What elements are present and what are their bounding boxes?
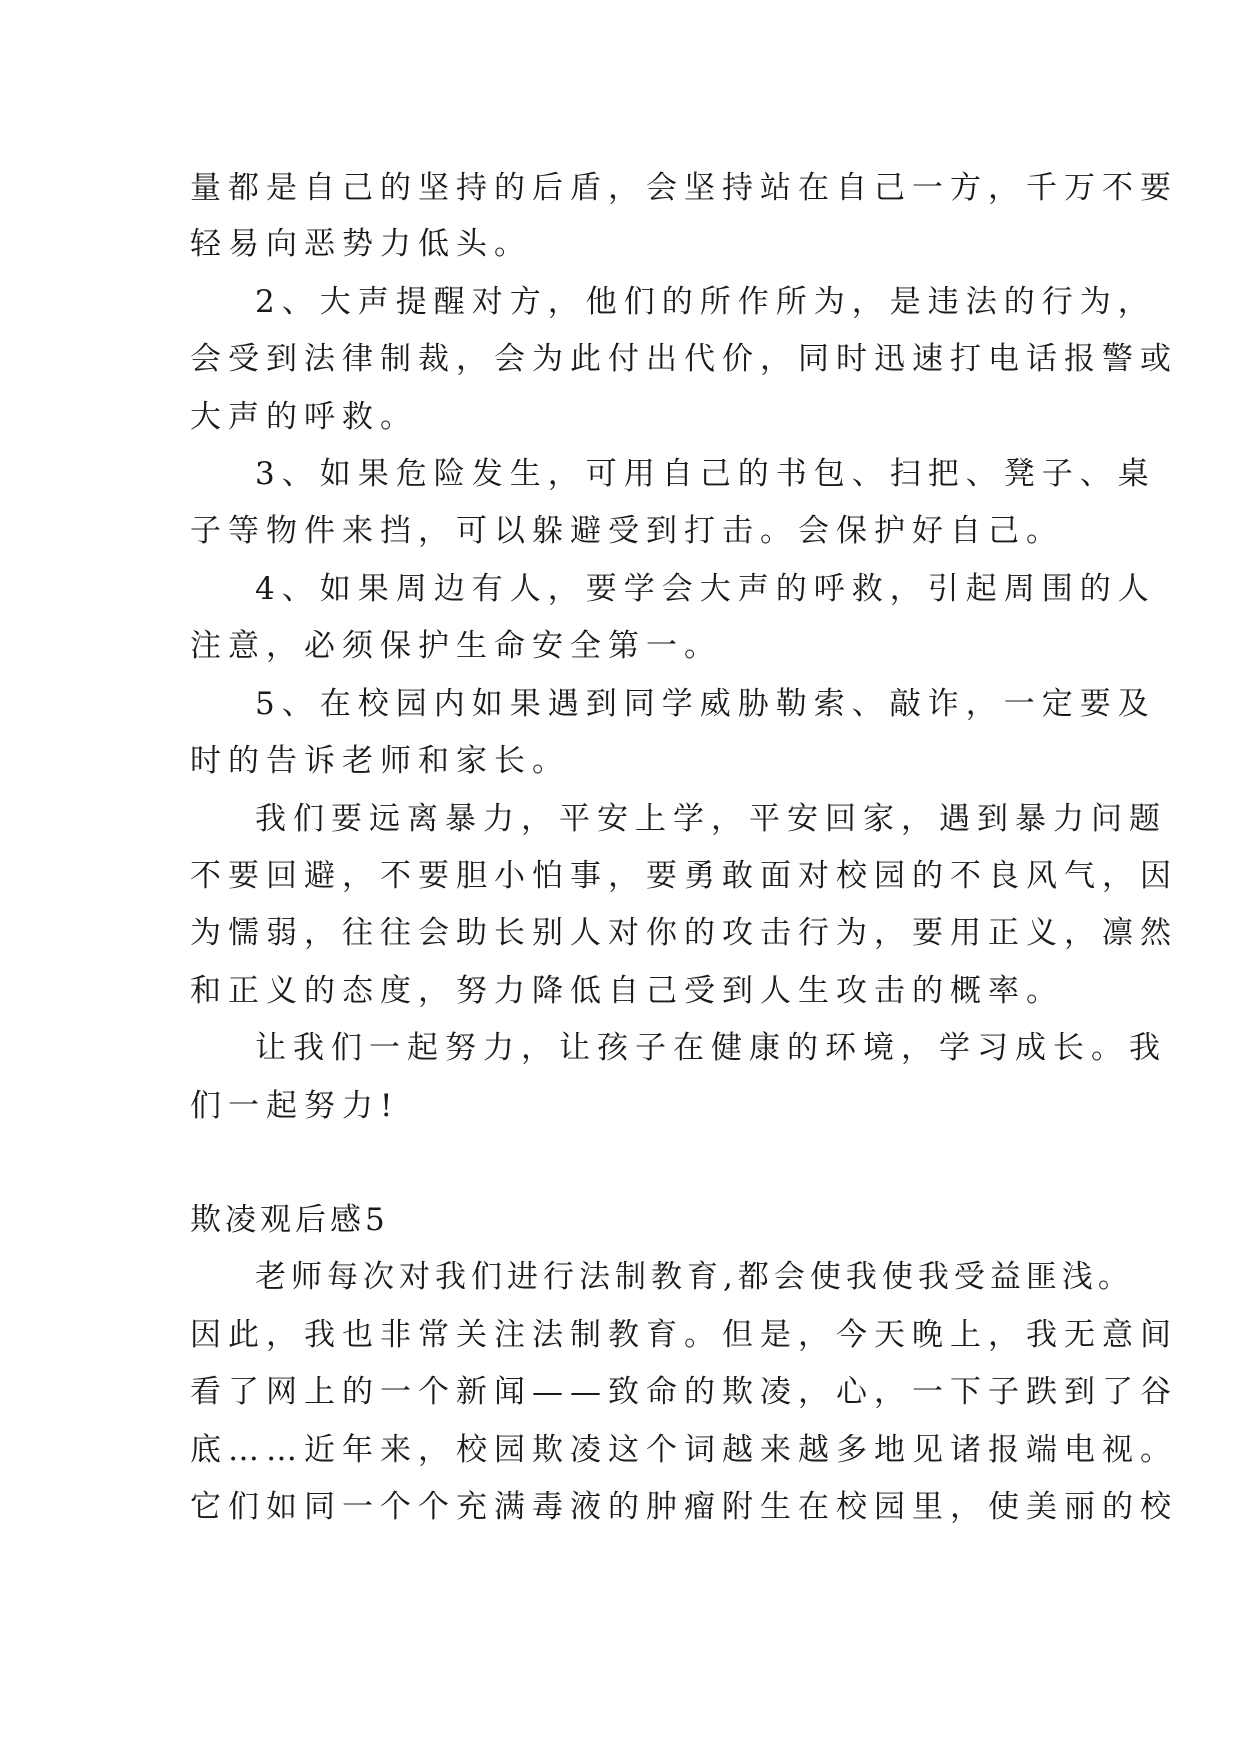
text-line: 会受到法律制裁，会为此付出代价，同时迅速打电话报警或 <box>190 341 1178 377</box>
text-line: 为懦弱，往往会助长别人对你的攻击行为，要用正义，凛然 <box>190 915 1178 951</box>
text-line: 看了网上的一个新闻——致命的欺凌，心，一下子跌到了谷 <box>190 1374 1178 1410</box>
text-line: 因此，我也非常关注法制教育。但是，今天晚上，我无意间 <box>190 1317 1178 1353</box>
text-line: 注意，必须保护生命安全第一。 <box>190 628 722 664</box>
text-line: 和正义的态度，努力降低自己受到人生攻击的概率。 <box>190 973 1064 1009</box>
text-line: 量都是自己的坚持的后盾，会坚持站在自己一方，千万不要 <box>190 170 1178 206</box>
text-line: 它们如同一个个充满毒液的肿瘤附生在校园里，使美丽的校 <box>190 1489 1178 1525</box>
text-line: 我们要远离暴力，平安上学，平安回家，遇到暴力问题 <box>255 801 1167 837</box>
text-line: 老师每次对我们进行法制教育,都会使我使我受益匪浅。 <box>255 1259 1134 1295</box>
section-heading: 欺凌观后感5 <box>190 1202 389 1238</box>
text-line: 不要回避，不要胆小怕事，要勇敢面对校园的不良风气，因 <box>190 858 1178 894</box>
text-line: 轻易向恶势力低头。 <box>190 226 532 262</box>
text-line: 让我们一起努力，让孩子在健康的环境，学习成长。我 <box>255 1030 1167 1066</box>
text-line: 子等物件来挡，可以躲避受到打击。会保护好自己。 <box>190 513 1064 549</box>
text-line: 底……近年来，校园欺凌这个词越来越多地见诸报端电视。 <box>190 1432 1178 1468</box>
text-line: 大声的呼救。 <box>190 399 418 435</box>
text-line: 们一起努力! <box>190 1088 400 1124</box>
text-line: 5、在校园内如果遇到同学威胁勒索、敲诈，一定要及 <box>255 686 1156 722</box>
text-line: 4、如果周边有人，要学会大声的呼救，引起周围的人 <box>255 571 1156 607</box>
text-line: 时的告诉老师和家长。 <box>190 743 570 779</box>
text-line: 2、大声提醒对方，他们的所作所为，是违法的行为， <box>255 284 1156 320</box>
text-line: 3、如果危险发生，可用自己的书包、扫把、凳子、桌 <box>255 456 1156 492</box>
